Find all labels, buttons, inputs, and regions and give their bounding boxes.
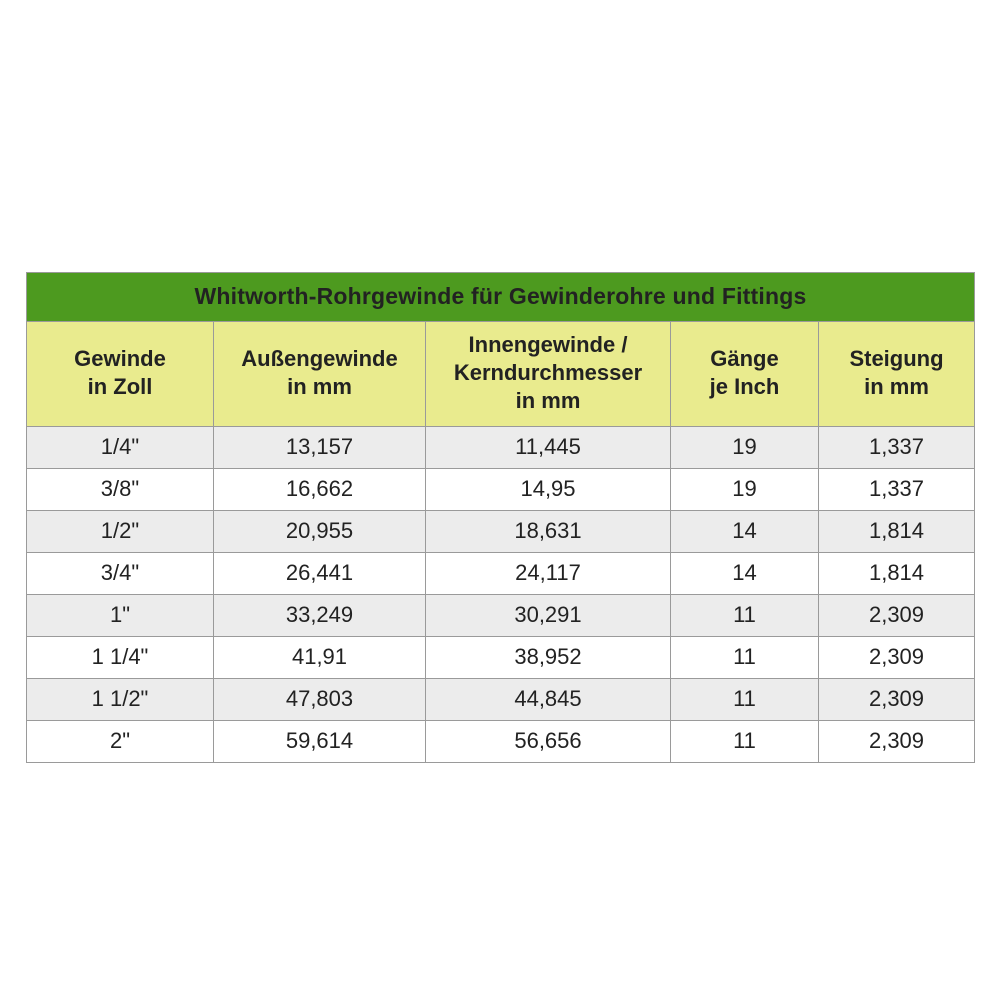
cell-tpi: 19 (671, 469, 819, 511)
column-header-line: Gänge (710, 346, 779, 372)
cell-outer: 13,157 (214, 427, 426, 469)
column-header-line: Kerndurchmesser (453, 360, 643, 386)
cell-inner: 24,117 (426, 553, 671, 595)
cell-tpi: 11 (671, 595, 819, 637)
cell-tpi: 11 (671, 637, 819, 679)
cell-pitch: 1,814 (819, 511, 975, 553)
column-header-threads-per-inch (671, 322, 819, 427)
table-body (27, 427, 975, 763)
cell-pitch: 1,337 (819, 469, 975, 511)
cell-inner: 30,291 (426, 595, 671, 637)
cell-outer: 26,441 (214, 553, 426, 595)
column-header-line: Außengewinde (241, 346, 398, 372)
column-header-pitch-mm (819, 322, 975, 427)
table-row (27, 637, 975, 679)
cell-thread: 1/2" (27, 511, 214, 553)
cell-inner: 18,631 (426, 511, 671, 553)
table-row (27, 553, 975, 595)
cell-tpi: 19 (671, 427, 819, 469)
cell-thread: 1/4" (27, 427, 214, 469)
cell-thread: 2" (27, 721, 214, 763)
column-header-line: in Zoll (87, 374, 153, 400)
cell-tpi: 11 (671, 679, 819, 721)
cell-pitch: 1,814 (819, 553, 975, 595)
cell-inner: 56,656 (426, 721, 671, 763)
cell-outer: 47,803 (214, 679, 426, 721)
column-header-line: Steigung (849, 346, 944, 372)
column-header-line: in mm (864, 374, 929, 400)
cell-inner: 14,95 (426, 469, 671, 511)
table-header-row (27, 322, 975, 427)
cell-thread: 1 1/4" (27, 637, 214, 679)
cell-outer: 16,662 (214, 469, 426, 511)
cell-outer: 41,91 (214, 637, 426, 679)
table-title: Whitworth-Rohrgewinde für Gewinderohre und Fittings (27, 273, 975, 322)
column-header-line: Innengewinde / (468, 332, 628, 357)
cell-outer: 33,249 (214, 595, 426, 637)
table-title-row (27, 273, 975, 322)
cell-outer: 20,955 (214, 511, 426, 553)
column-header-line: je Inch (709, 374, 780, 400)
cell-tpi: 11 (671, 721, 819, 763)
cell-tpi: 14 (671, 553, 819, 595)
cell-inner: 38,952 (426, 637, 671, 679)
cell-inner: 44,845 (426, 679, 671, 721)
cell-thread: 3/8" (27, 469, 214, 511)
cell-pitch: 2,309 (819, 679, 975, 721)
table-row (27, 469, 975, 511)
cell-inner: 11,445 (426, 427, 671, 469)
column-header-line: in mm (515, 388, 581, 414)
cell-thread: 1 1/2" (27, 679, 214, 721)
cell-pitch: 2,309 (819, 637, 975, 679)
whitworth-pipe-thread-table (26, 272, 975, 763)
column-header-inner-thread-core-diameter-mm (426, 322, 671, 427)
table-row (27, 595, 975, 637)
column-header-line: Gewinde (74, 346, 166, 372)
cell-tpi: 14 (671, 511, 819, 553)
table-row (27, 679, 975, 721)
cell-pitch: 2,309 (819, 721, 975, 763)
table-row (27, 721, 975, 763)
column-header-thread-inch (27, 322, 214, 427)
table-row (27, 427, 975, 469)
column-header-outer-thread-mm (214, 322, 426, 427)
cell-pitch: 1,337 (819, 427, 975, 469)
cell-outer: 59,614 (214, 721, 426, 763)
cell-pitch: 2,309 (819, 595, 975, 637)
cell-thread: 3/4" (27, 553, 214, 595)
spec-table-container (26, 272, 974, 763)
column-header-line: in mm (287, 374, 352, 400)
table-row (27, 511, 975, 553)
cell-thread: 1" (27, 595, 214, 637)
